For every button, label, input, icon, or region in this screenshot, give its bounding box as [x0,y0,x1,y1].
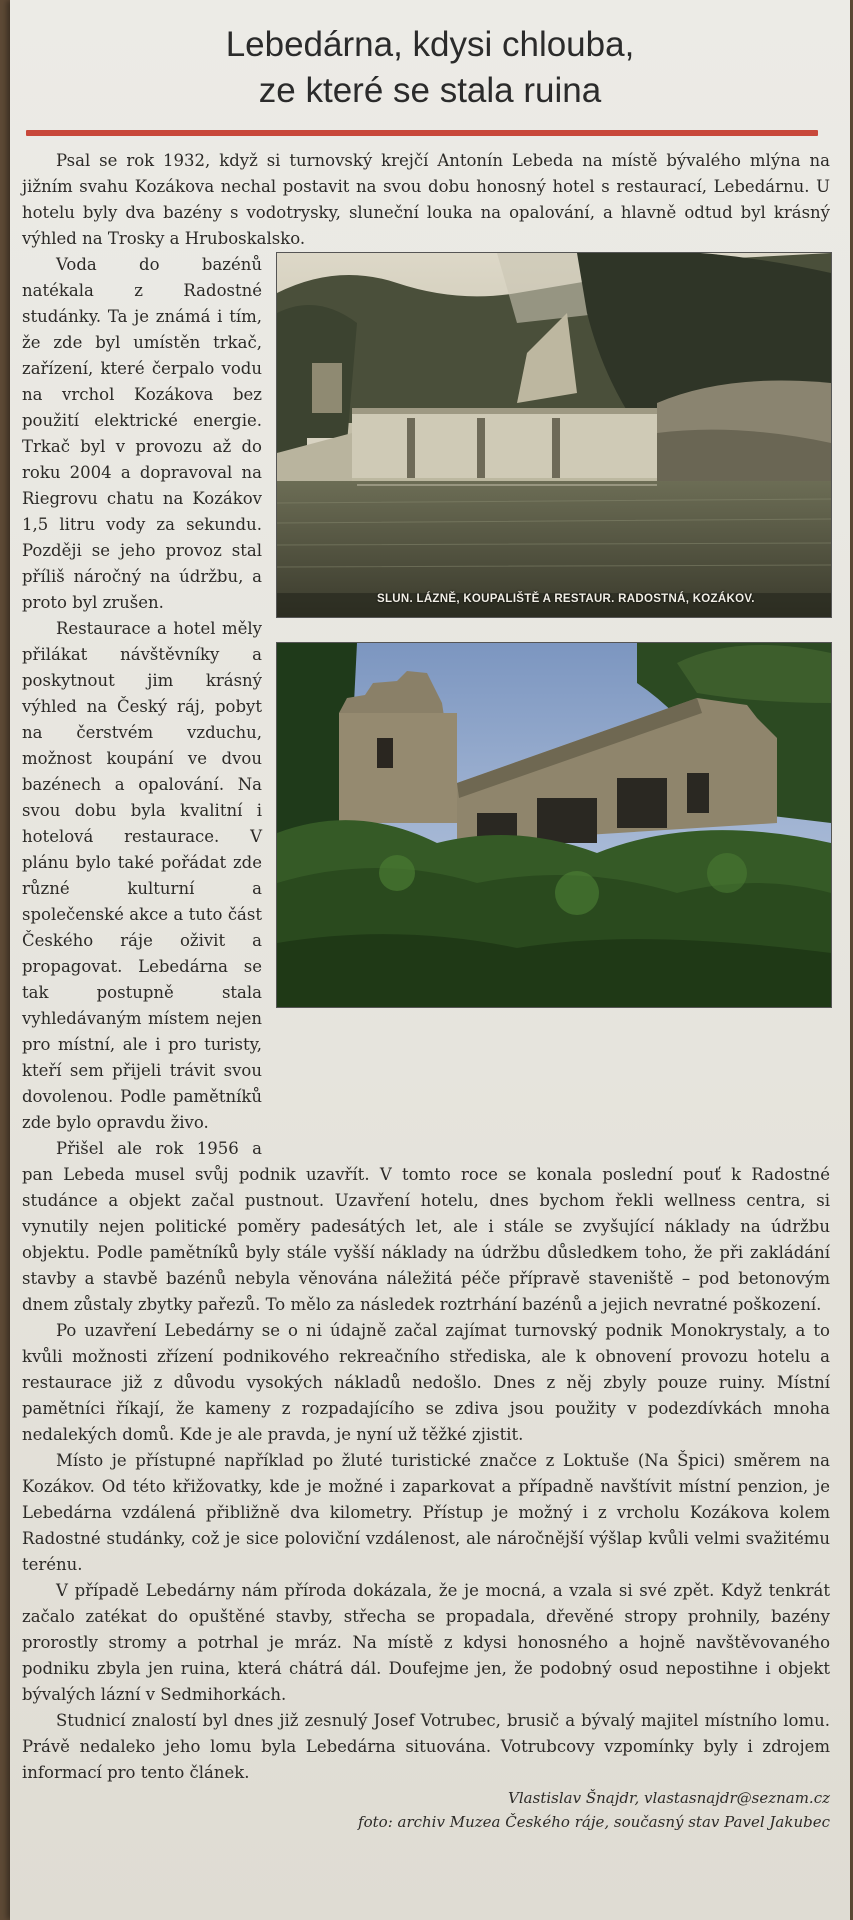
historic-pool-photo [276,252,832,618]
source-paragraph: Studnicí znalostí byl dnes již zesnulý Josef Votrubec, brusič a bývalý majitel místního lomu. Právě nedaleko jeho lomu byla Lebedárna situována. Votrubcovy vzpomínky byly i zdrojem informací pro tento článek. [22,1711,830,1782]
photo-column [276,252,830,1142]
nature-paragraph: V případě Lebedárny nám příroda dokázala, že je mocná, a vzala si své zpět. Když tenkrát začalo zatékat do opuštěné stavby, střecha se propadala, dřevěné stropy prohnily, bazény prorostly stromy a potrhal je mráz. Na místě z kdysi honosného a hojně navštěvovaného podniku zbyla jen ruina, která chátrá dál. Doufejme jen, že podobný osud nepostihne i objekt bývalých lázní v Sedmihorkách. [22,1581,830,1704]
monokrystaly-paragraph: Po uzavření Lebedárny se o ni údajně začal zajímat turnovský podnik Monokrystaly, a to kvůli možnosti zřízení podnikového rekreačního střediska, ale k obnovení provozu hotelu a restaurace již z důvodu vysokých nákladů nedošlo. Dnes z něj zbyly pouze ruiny. Místní pamětníci říkají, že kameny z rozpadajícího se zdiva jsou použity v podezdívkách mnoha nedalekých domů. Kde je ale pravda, je nyní už těžké zjistit. [22,1321,830,1444]
article-body [22,148,830,1834]
ruin-illustration [277,643,831,1007]
headline-line-2: ze které se stala ruina [258,71,602,110]
historic-photo-caption: SLUN. LÁZNĚ, KOUPALIŠTĚ A RESTAUR. RADOSTNÁ, KOZÁKOV. [377,593,755,605]
lead-paragraph: Psal se rok 1932, když si turnovský krejčí Antonín Lebeda na místě bývalého mlýna na jižním svahu Kozákova nechal postavit na svou dobu honosný hotel s restaurací, Lebedárnu. U hotelu byly dva bazény s vodotrysky, sluneční louka na opalování, a hlavně odtud byl krásný výhled na Trosky a Hruboskalsko. [22,151,830,248]
newspaper-page [10,0,850,1920]
access-paragraph: Místo je přístupné například po žluté turistické značce z Loktuše (Na Špici) směrem na Kozákov. Od této křižovatky, kde je možné i zaparkovat a případně navštívit místní penzion, je Lebedárna vzdálená přibližně dva kilometry. Přístup je možný i z vrcholu Kozákova kolem Radostné studánky, což je sice poloviční vzdálenost, ale náročnější výšlap kvůli velmi svažitému terénu. [22,1451,830,1574]
photo-credit: foto: archiv Muzea Českého ráje, současný stav Pavel Jakubec [358,1813,830,1831]
article-headline [10,22,850,114]
closure-paragraph: Přišel ale rok 1956 a pan Lebeda musel svůj podnik uzavřít. V tomto roce se konala poslední pouť k Radostné studánce a objekt začal pustnout. Uzavření hotelu, dnes bychom řekli wellness centra, si vynutily nejen politické poměry padesátých let, ale i stále se zvyšující náklady na údržbu objektu. Podle pamětníků byly stále vyšší náklady na údržbu důsledkem toho, že při zakládání stavby a stavbě bazénů nebyla věnována náležitá péče přípravě staveniště – pod betonovým dnem zůstaly zbytky pařezů. To mělo za následek roztrhání bazénů a jejich nevratné poškození. [22,1139,830,1314]
author-signature: Vlastislav Šnajdr, vlastasnajdr@seznam.cz [508,1789,830,1807]
headline-rule [26,130,818,136]
restaurant-paragraph: Restaurace a hotel měly přilákat návštěvníky a poskytnout jim krásný výhled na Český ráj, pobyt na čerstvém vzduchu, možnost koupání ve dvou bazénech a opalování. Na svou dobu byla kvalitní i hotelová restaurace. V plánu bylo také pořádat zde různé kulturní a společenské akce a tuto část Českého ráje oživit a propagovat. Lebedárna se tak postupně stala vyhledávaným místem nejen pro místní, ale i pro turisty, kteří sem přijeli trávit svou dovolenou. Podle pamětníků zde bylo opravdu živo. [22,619,262,1132]
ruin-photo [276,642,832,1008]
historic-pool-illustration [277,253,831,617]
water-paragraph: Voda do bazénů natékala z Radostné studánky. Ta je známá i tím, že zde byl umístěn trkač, zařízení, které čerpalo vodu na vrchol Kozákova bez použití elektrické energie. Trkač byl v provozu až do roku 2004 a dopravoval na Riegrovu chatu na Kozákov 1,5 litru vody za sekundu. Později se jeho provoz stal příliš náročný na údržbu, a proto byl zrušen. [22,255,262,612]
headline-line-1: Lebedárna, kdysi chlouba, [225,25,635,64]
